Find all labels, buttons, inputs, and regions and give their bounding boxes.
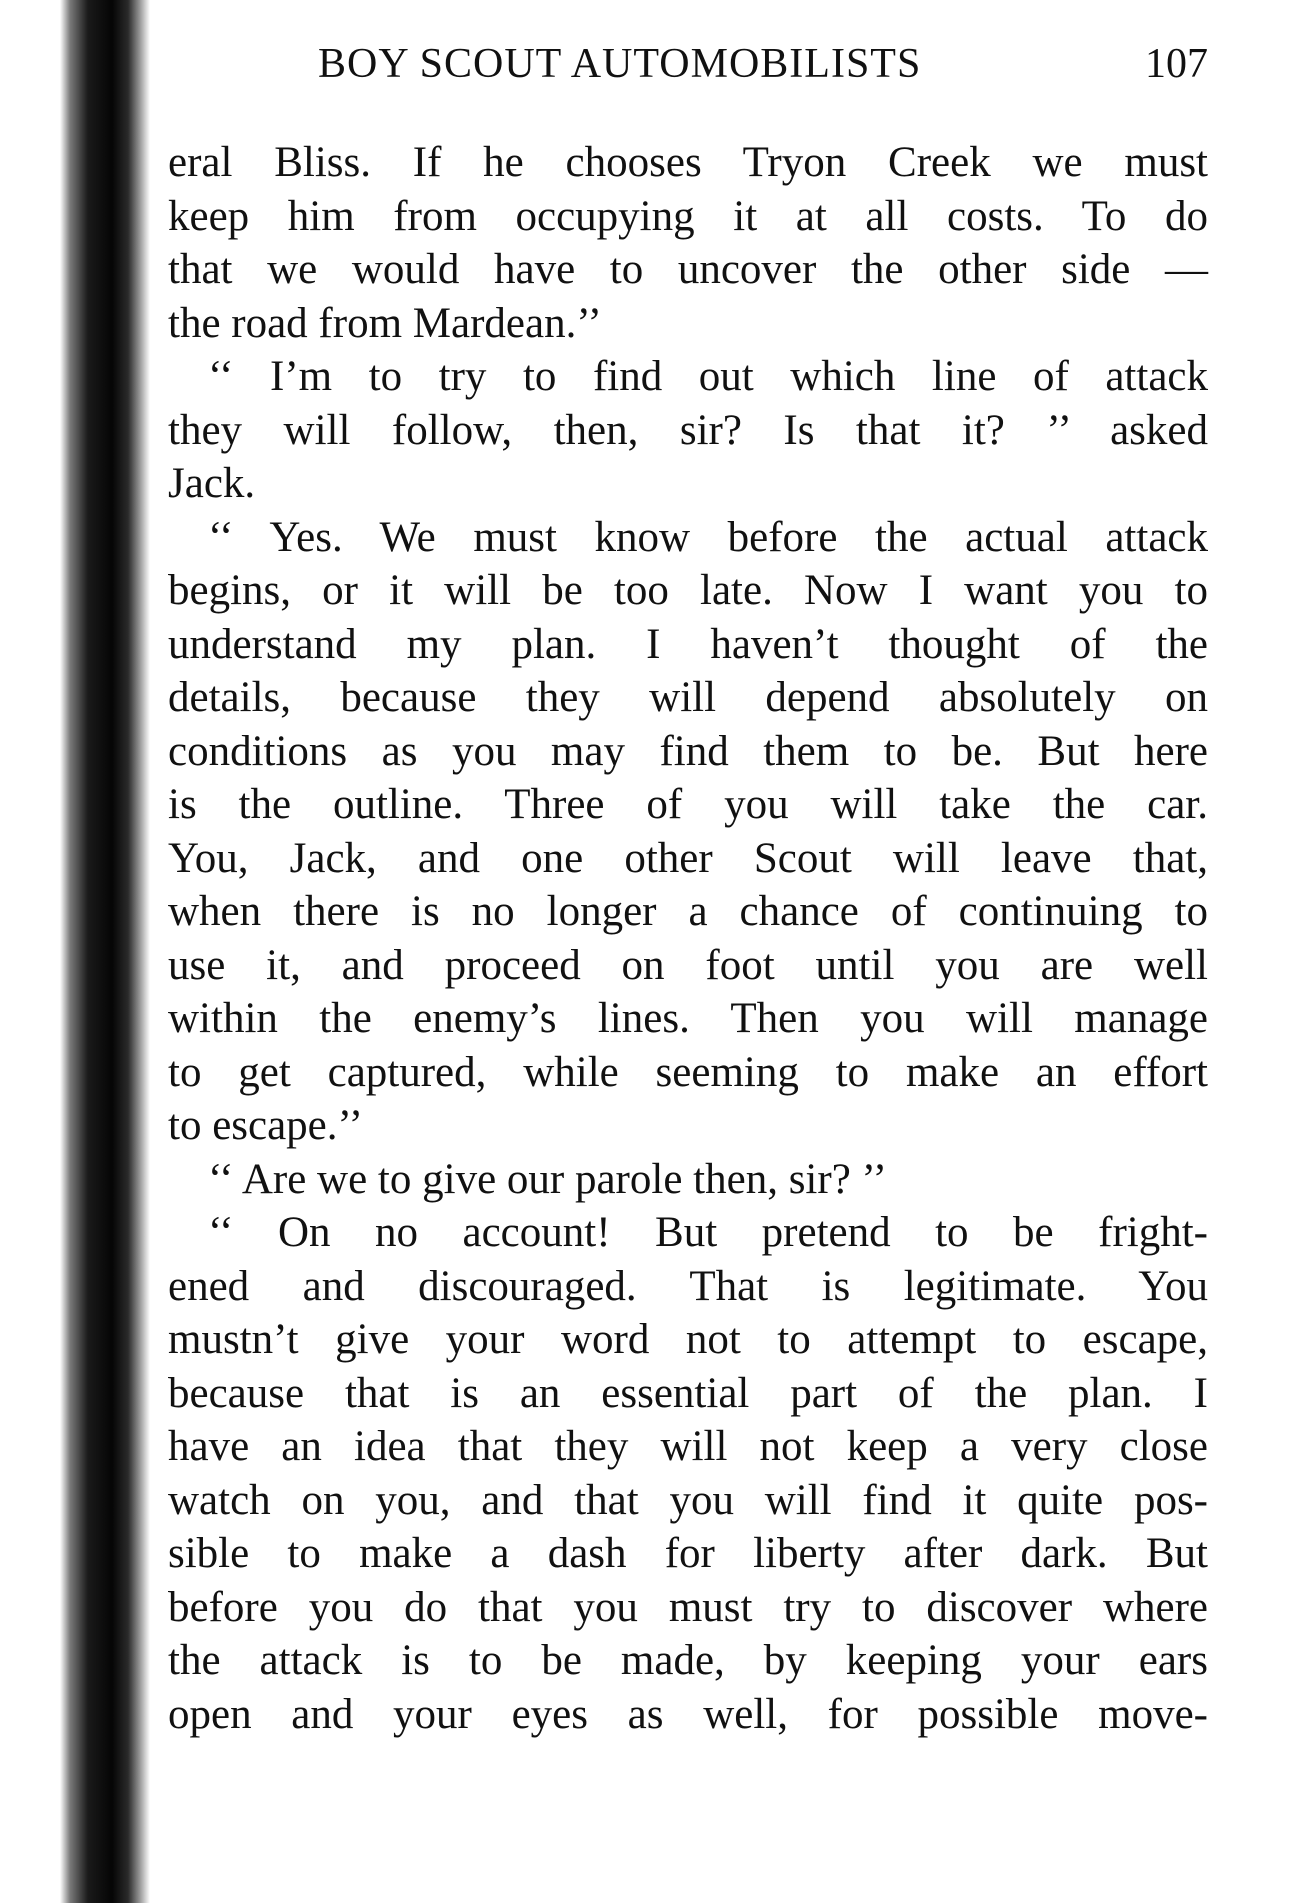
text-line: to escape.’’ — [168, 1102, 363, 1149]
text-line: begins, or it will be too late. Now I want you to — [168, 567, 1208, 614]
text-line: eral Bliss. If he chooses Tryon Creek we must — [168, 139, 1208, 186]
text-line: that we would have to uncover the other side — — [168, 246, 1208, 293]
text-line: before you do that you must try to discover where — [168, 1583, 1208, 1631]
text-line: to get captured, while seeming to make an effort — [168, 1048, 1208, 1096]
text-line: is the outline. Three of you will take the car. — [168, 781, 1208, 828]
text-line: details, because they will depend absolutely on — [168, 674, 1208, 721]
text-line: You, Jack, and one other Scout will leave that, — [168, 834, 1208, 882]
text-line: when there is no longer a chance of continuing to — [168, 888, 1208, 935]
text-line: have an idea that they will not keep a very close — [168, 1423, 1208, 1470]
text-line: ened and discouraged. That is legitimate. You — [168, 1262, 1208, 1310]
text-line: Jack. — [168, 460, 256, 507]
text-line: watch on you, and that you will find it quite pos- — [168, 1476, 1208, 1524]
page-number: 107 — [1145, 41, 1208, 87]
text-line: sible to make a dash for liberty after dark. But — [168, 1530, 1208, 1577]
text-line: mustn’t give your word not to attempt to escape, — [168, 1316, 1208, 1363]
gutter-shadow — [0, 0, 150, 1903]
text-line: the attack is to be made, by keeping your ears — [168, 1637, 1208, 1684]
text-line: the road from Mardean.’’ — [168, 299, 602, 347]
text-line: because that is an essential part of the plan. I — [168, 1369, 1208, 1417]
text-line: ‘‘ Yes. We must know before the actual attack — [208, 513, 1208, 561]
text-line: ‘‘ I’m to try to find out which line of attack — [208, 353, 1208, 400]
text-line: ‘‘ On no account! But pretend to be fright- — [208, 1209, 1208, 1256]
body-text — [168, 136, 1208, 1741]
text-line: use it, and proceed on foot until you are well — [168, 941, 1208, 989]
text-line: open and your eyes as well, for possible move- — [168, 1690, 1208, 1738]
text-line: within the enemy’s lines. Then you will manage — [168, 995, 1208, 1042]
text-line: they will follow, then, sir? Is that it? ’’ asked — [168, 406, 1208, 454]
text-line: ‘‘ Are we to give our parole then, sir? ’’ — [208, 1155, 887, 1203]
text-line: understand my plan. I haven’t thought of the — [168, 620, 1208, 668]
text-line: conditions as you may find them to be. But here — [168, 727, 1208, 775]
running-head: BOY SCOUT AUTOMOBILISTS — [318, 41, 922, 87]
page-header — [318, 40, 1208, 92]
text-line: keep him from occupying it at all costs. To do — [168, 192, 1208, 240]
